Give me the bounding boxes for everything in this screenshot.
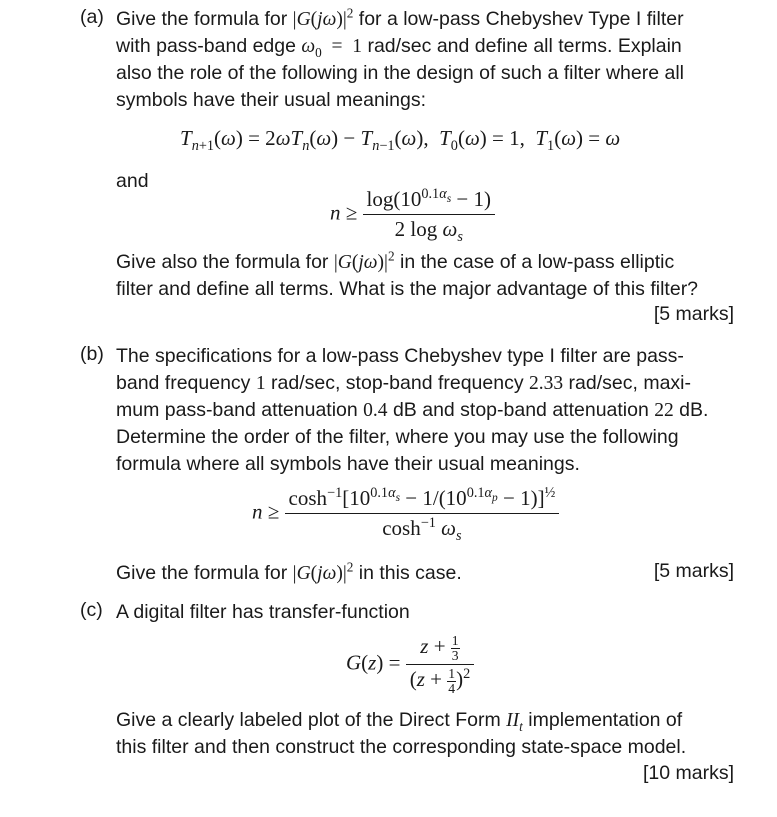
part-a-followup: [116, 249, 734, 303]
gain-squared-formula-b: $|G(j\omega)|^2$: [292, 559, 354, 584]
part-c-label: (c): [80, 599, 103, 621]
gain-squared-formula: $|G(j\omega)|^2$: [292, 5, 354, 30]
part-b-label: (b): [80, 343, 104, 365]
part-c-line-3: this filter and then construct the corresponding state-space model.: [116, 736, 687, 758]
omega-zero-equation: $\omega_0 = 1$: [301, 36, 363, 60]
part-a-and: and: [116, 170, 149, 192]
part-a-line-6: filter and define all terms. What is the major advantage of this filter?: [116, 278, 699, 300]
chebyshev-order-inequality: n ≥ $\frac{\log(10^{0.1\alpha_s} - 1)}{2 \log \omega_s}$: [330, 187, 495, 242]
part-c-line-2: Give a clearly labeled plot of the Direct Form $II_t$ implementation of: [116, 709, 683, 734]
part-b-line-4: Determine the order of the filter, where you may use the following: [116, 426, 679, 448]
part-c-line-1: A digital filter has transfer-function: [116, 601, 410, 623]
part-a-line-2: with pass-band edge $\omega_0 = 1$ rad/sec and define all terms. Explain: [116, 35, 682, 60]
part-a-line-5: Give also the formula for $|G(j\omega)|^2$ in the case of a low-pass elliptic: [116, 248, 675, 273]
transfer-function-equation: G(z) = z + $\frac{1}{3}$ (z + $\frac{1}{4}$ )$^2$: [346, 634, 474, 696]
part-c-instructions: [116, 707, 734, 761]
part-a-intro: [116, 6, 734, 114]
direct-form-label: $II_t$: [506, 710, 523, 734]
part-a-marks: [5 marks]: [653, 303, 734, 325]
chebyshev-order-inequality-arccosh: n ≥ $\frac{\cosh^{-1}[10^{0.1\alpha_s} - 1/(10^{0.1\alpha_p} - 1)]^{\frac{1}{2}}}{\cosh^{-1} \omega_s}$: [252, 486, 559, 541]
part-c-marks: [10 marks]: [642, 762, 734, 784]
part-b-line-5: formula where all symbols have their usual meanings.: [116, 453, 580, 475]
part-a-line-3: also the role of the following in the design of such a filter where all: [116, 62, 684, 84]
part-a-line-1: Give the formula for $|G(j\omega)|^2$ for a low-pass Chebyshev Type I filter: [116, 5, 684, 30]
part-b-line-6: Give the formula for $|G(j\omega)|^2$ in this case.: [116, 559, 462, 584]
part-a-line-4: symbols have their usual meanings:: [116, 89, 426, 111]
part-b-intro: [116, 343, 734, 478]
gain-squared-formula-elliptic: $|G(j\omega)|^2$: [333, 248, 395, 273]
part-b-marks: [5 marks]: [653, 560, 734, 582]
part-b-line-3: mum pass-band attenuation 0.4 dB and stop-band attenuation 22 dB.: [116, 399, 709, 421]
part-b-line-2: band frequency 1 rad/sec, stop-band frequency 2.33 rad/sec, maxi-: [116, 372, 692, 394]
part-a-label: (a): [80, 6, 104, 28]
part-b-line-1: The specifications for a low-pass Chebyshev type I filter are pass-: [116, 345, 684, 367]
chebyshev-recurrence-equation: $T_{n+1}(\omega) = 2\omega T_n(\omega) - T_{n-1}(\omega)$, $T_0(\omega) = 1$, $T_1(\omega) = \omega$: [180, 126, 621, 155]
